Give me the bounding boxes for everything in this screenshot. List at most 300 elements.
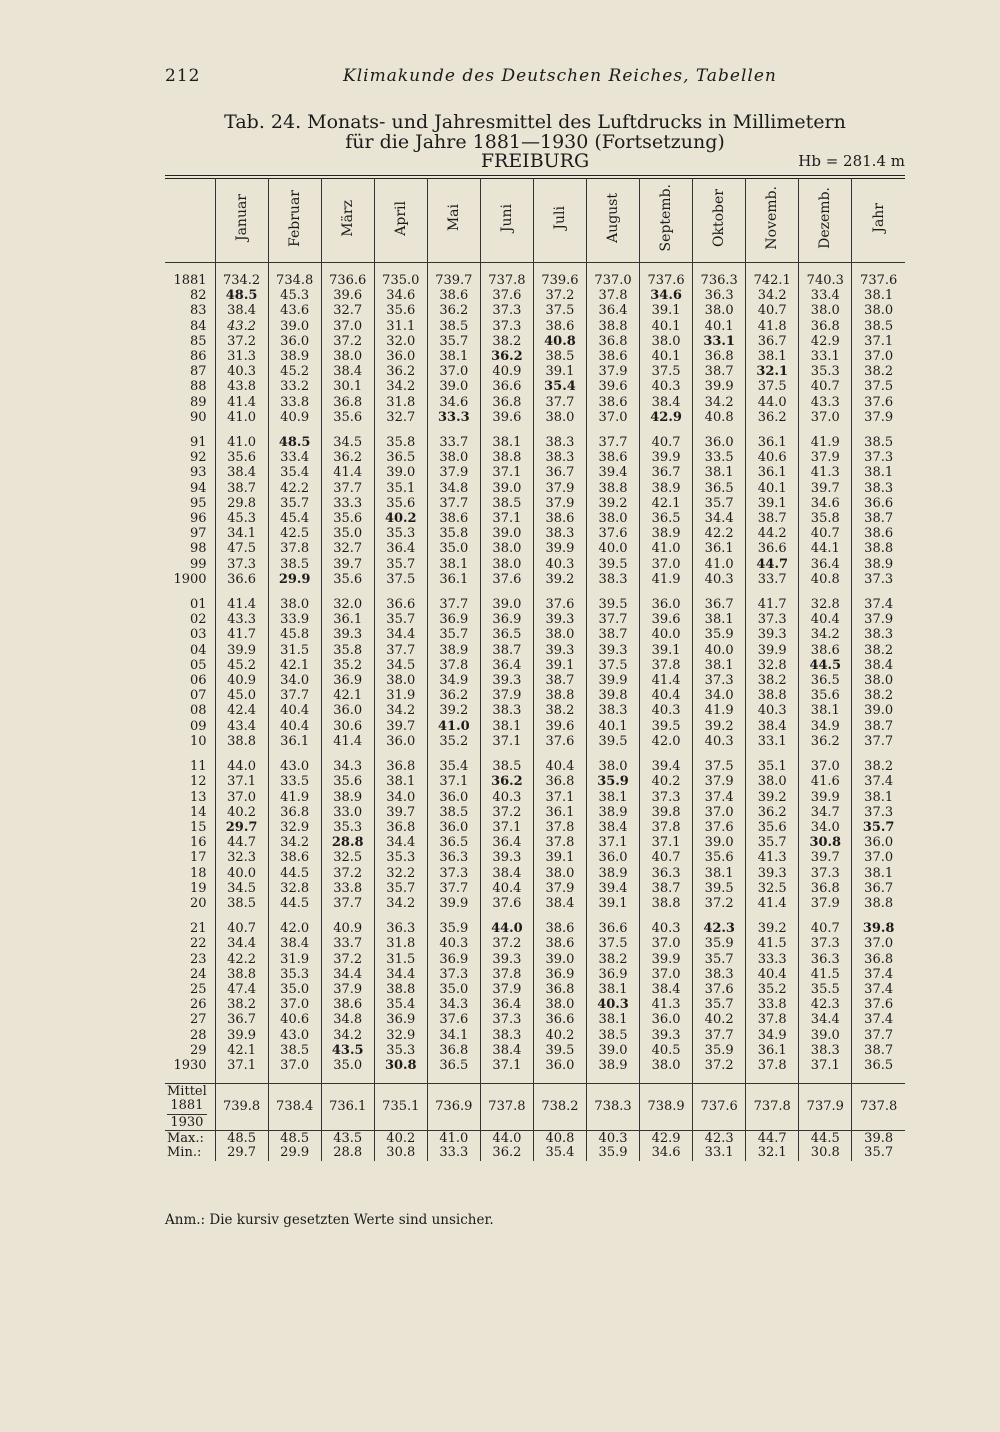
value-cell: 39.1 [533, 850, 586, 865]
value-cell: 37.7 [587, 612, 640, 627]
value-cell: 36.8 [321, 395, 374, 410]
value-cell: 37.0 [640, 557, 693, 572]
min-value: 35.9 [598, 1145, 628, 1161]
column-header-label: Januar [233, 194, 250, 242]
value-cell: 37.7 [321, 481, 374, 496]
spacer-cell [215, 749, 268, 759]
value-cell: 37.6 [533, 597, 586, 612]
value-cell: 40.1 [640, 349, 693, 364]
value-cell: 40.1 [693, 319, 746, 334]
value-cell: 45.3 [215, 511, 268, 526]
value-cell: 38.5 [215, 896, 268, 911]
value-cell: 40.8 [533, 334, 586, 349]
table-row [165, 673, 905, 688]
value-cell: 41.3 [640, 997, 693, 1012]
value-cell: 33.3 [321, 496, 374, 511]
mean-value-cell: 737.8 [852, 1084, 905, 1131]
value-cell: 38.6 [799, 643, 852, 658]
value-cell: 37.1 [215, 1058, 268, 1073]
value-cell: 39.7 [321, 557, 374, 572]
value-cell: 37.0 [268, 1058, 321, 1073]
value-cell: 36.3 [374, 921, 427, 936]
value-cell: 40.2 [215, 805, 268, 820]
value-cell: 38.5 [852, 319, 905, 334]
value-cell: 37.3 [799, 866, 852, 881]
value-cell: 34.2 [374, 896, 427, 911]
value-cell: 39.7 [799, 481, 852, 496]
value-cell: 36.9 [427, 612, 480, 627]
value-cell: 36.4 [799, 557, 852, 572]
value-cell: 38.1 [746, 349, 799, 364]
table-row [165, 688, 905, 703]
value-cell: 40.4 [746, 967, 799, 982]
value-cell: 32.5 [746, 881, 799, 896]
spacer-cell [268, 263, 321, 274]
table-row [165, 936, 905, 951]
value-cell: 36.1 [746, 435, 799, 450]
value-cell: 38.6 [427, 511, 480, 526]
year-cell: 09 [190, 718, 207, 734]
value-cell: 34.1 [215, 526, 268, 541]
value-cell: 45.8 [268, 627, 321, 642]
value-cell: 37.9 [321, 982, 374, 997]
mean-label-top: Mittel [167, 1083, 207, 1099]
value-cell: 38.7 [587, 627, 640, 642]
mean-value-cell: 738.9 [640, 1084, 693, 1131]
value-cell: 739.7 [427, 273, 480, 288]
value-cell: 37.4 [852, 982, 905, 997]
year-cell: 06 [190, 673, 207, 689]
value-cell: 44.7 [215, 835, 268, 850]
value-cell: 37.6 [693, 820, 746, 835]
value-cell: 38.8 [215, 734, 268, 749]
table-row [165, 734, 905, 749]
value-cell: 34.6 [799, 496, 852, 511]
value-cell: 39.3 [533, 643, 586, 658]
value-cell: 38.9 [587, 1058, 640, 1073]
min-value: 35.4 [545, 1145, 575, 1161]
spacer-cell [693, 1073, 746, 1084]
value-cell: 35.2 [321, 658, 374, 673]
year-cell: 90 [190, 409, 207, 425]
value-cell: 35.6 [746, 820, 799, 835]
max-min-label [165, 1131, 215, 1162]
value-cell: 742.1 [746, 273, 799, 288]
value-cell: 39.3 [480, 673, 533, 688]
value-cell: 34.9 [799, 719, 852, 734]
value-cell: 36.0 [268, 334, 321, 349]
value-cell: 35.7 [268, 496, 321, 511]
value-cell: 37.8 [746, 1058, 799, 1073]
table-row [165, 896, 905, 911]
year-cell: 19 [190, 880, 207, 896]
value-cell: 35.3 [374, 850, 427, 865]
value-cell: 37.5 [533, 303, 586, 318]
value-cell: 736.6 [321, 273, 374, 288]
value-cell: 41.9 [640, 572, 693, 587]
value-cell: 38.4 [746, 719, 799, 734]
value-cell: 45.3 [268, 288, 321, 303]
value-cell: 36.5 [480, 627, 533, 642]
value-cell: 37.2 [533, 288, 586, 303]
max-value: 40.2 [386, 1131, 416, 1147]
value-cell: 44.5 [799, 658, 852, 673]
value-cell: 42.3 [693, 921, 746, 936]
spacer-cell [374, 1073, 427, 1084]
value-cell: 37.1 [852, 334, 905, 349]
value-cell: 40.7 [746, 303, 799, 318]
value-cell: 37.0 [321, 319, 374, 334]
value-cell: 34.9 [427, 673, 480, 688]
value-cell: 40.2 [693, 1012, 746, 1027]
table-caption [165, 112, 905, 152]
value-cell: 38.0 [693, 303, 746, 318]
value-cell: 39.0 [693, 835, 746, 850]
column-header-label: August [605, 193, 622, 243]
value-cell: 37.6 [427, 1012, 480, 1027]
value-cell: 37.1 [587, 835, 640, 850]
value-cell: 35.4 [533, 379, 586, 394]
value-cell: 41.6 [799, 774, 852, 789]
value-cell: 34.0 [693, 688, 746, 703]
value-cell: 37.8 [533, 820, 586, 835]
value-cell: 37.9 [587, 364, 640, 379]
spacer-cell [852, 749, 905, 759]
spacer-cell [852, 1073, 905, 1084]
table-row [165, 1043, 905, 1058]
spacer-cell [215, 587, 268, 597]
value-cell: 37.7 [852, 1028, 905, 1043]
value-cell: 38.3 [693, 967, 746, 982]
value-cell: 39.2 [533, 572, 586, 587]
value-cell: 35.3 [321, 820, 374, 835]
value-cell: 34.8 [427, 481, 480, 496]
value-cell: 40.4 [268, 719, 321, 734]
mean-label-to: 1930 [167, 1114, 207, 1130]
value-cell: 39.2 [746, 921, 799, 936]
value-cell: 38.0 [799, 303, 852, 318]
year-cell: 87 [190, 364, 207, 380]
value-cell: 39.7 [799, 850, 852, 865]
value-cell: 37.9 [480, 688, 533, 703]
column-header-label: Juni [498, 203, 515, 233]
spacer-cell [587, 911, 640, 921]
value-cell: 42.0 [268, 921, 321, 936]
value-cell: 39.0 [480, 597, 533, 612]
value-cell: 35.0 [321, 1058, 374, 1073]
value-cell: 39.1 [587, 896, 640, 911]
value-cell: 38.1 [852, 790, 905, 805]
table-row [165, 410, 905, 425]
value-cell: 37.8 [587, 288, 640, 303]
value-cell: 38.9 [587, 866, 640, 881]
year-cell: 94 [190, 480, 207, 496]
table-row [165, 982, 905, 997]
value-cell: 37.6 [852, 997, 905, 1012]
year-cell: 89 [190, 394, 207, 410]
mean-value-cell: 738.4 [268, 1084, 321, 1131]
value-cell: 32.7 [321, 303, 374, 318]
value-cell: 40.3 [746, 703, 799, 718]
value-cell: 36.1 [693, 541, 746, 556]
value-cell: 33.1 [693, 334, 746, 349]
value-cell: 36.7 [746, 334, 799, 349]
value-cell: 38.7 [693, 364, 746, 379]
value-cell: 38.0 [533, 997, 586, 1012]
value-cell: 32.7 [321, 541, 374, 556]
value-cell: 42.1 [268, 658, 321, 673]
spacer-cell [640, 425, 693, 435]
spacer-cell [268, 1073, 321, 1084]
value-cell: 38.3 [587, 572, 640, 587]
value-cell: 36.5 [693, 481, 746, 496]
value-cell: 38.6 [587, 450, 640, 465]
year-cell: 1900 [173, 571, 207, 587]
max-value: 42.9 [651, 1131, 681, 1147]
value-cell: 38.5 [480, 496, 533, 511]
value-cell: 35.0 [427, 541, 480, 556]
min-value: 30.8 [810, 1145, 840, 1161]
spacer-cell [799, 1073, 852, 1084]
value-cell: 37.7 [374, 643, 427, 658]
value-cell: 34.7 [799, 805, 852, 820]
year-cell: 84 [190, 318, 207, 334]
value-cell: 33.5 [693, 450, 746, 465]
value-cell: 39.1 [640, 303, 693, 318]
value-cell: 36.0 [852, 835, 905, 850]
value-cell: 44.1 [799, 541, 852, 556]
value-cell: 36.4 [480, 658, 533, 673]
spacer-cell [215, 263, 268, 274]
max-min-cell [852, 1131, 905, 1162]
value-cell: 43.2 [215, 319, 268, 334]
value-cell: 39.9 [215, 643, 268, 658]
value-cell: 38.3 [480, 1028, 533, 1043]
value-cell: 36.2 [321, 450, 374, 465]
value-cell: 36.4 [587, 303, 640, 318]
value-cell: 44.0 [480, 921, 533, 936]
spacer-cell [587, 749, 640, 759]
value-cell: 39.0 [587, 1043, 640, 1058]
table-row [165, 334, 905, 349]
spacer-cell [852, 425, 905, 435]
value-cell: 38.1 [480, 719, 533, 734]
max-value: 40.3 [598, 1131, 628, 1147]
table-row [165, 997, 905, 1012]
max-min-cell [693, 1131, 746, 1162]
min-value: 29.7 [227, 1145, 257, 1161]
spacer-cell [693, 911, 746, 921]
column-header-label: März [339, 199, 356, 237]
value-cell: 37.3 [693, 673, 746, 688]
column-header-3 [374, 178, 427, 263]
value-cell: 39.3 [533, 612, 586, 627]
year-cell: 27 [190, 1012, 207, 1028]
column-header-8 [640, 178, 693, 263]
value-cell: 38.0 [852, 673, 905, 688]
value-cell: 38.4 [321, 364, 374, 379]
value-cell: 40.3 [693, 572, 746, 587]
table-row [165, 319, 905, 334]
value-cell: 38.0 [321, 349, 374, 364]
value-cell: 39.5 [587, 734, 640, 749]
year-cell: 01 [190, 597, 207, 613]
value-cell: 37.9 [533, 496, 586, 511]
table-row [165, 774, 905, 789]
value-cell: 40.5 [640, 1043, 693, 1058]
value-cell: 36.2 [799, 734, 852, 749]
value-cell: 34.5 [215, 881, 268, 896]
value-cell: 734.2 [215, 273, 268, 288]
value-cell: 36.5 [799, 673, 852, 688]
spacer-cell [799, 749, 852, 759]
value-cell: 37.6 [480, 288, 533, 303]
value-cell: 35.9 [587, 774, 640, 789]
year-cell: 88 [190, 379, 207, 395]
spacer-cell [374, 749, 427, 759]
value-cell: 41.0 [215, 410, 268, 425]
value-cell: 36.7 [852, 881, 905, 896]
value-cell: 39.3 [480, 952, 533, 967]
value-cell: 38.4 [480, 1043, 533, 1058]
value-cell: 42.4 [215, 703, 268, 718]
min-value: 35.7 [864, 1145, 894, 1161]
table-row [165, 541, 905, 556]
value-cell: 735.0 [374, 273, 427, 288]
value-cell: 34.5 [321, 435, 374, 450]
page-number: 212 [165, 66, 201, 86]
spacer-cell [587, 263, 640, 274]
min-value: 32.1 [757, 1145, 787, 1161]
value-cell: 38.6 [321, 997, 374, 1012]
value-cell: 36.2 [746, 805, 799, 820]
value-cell: 35.2 [427, 734, 480, 749]
value-cell: 31.5 [268, 643, 321, 658]
value-cell: 39.0 [427, 379, 480, 394]
table-row [165, 349, 905, 364]
value-cell: 35.7 [427, 334, 480, 349]
value-cell: 38.4 [640, 982, 693, 997]
value-cell: 35.7 [693, 496, 746, 511]
spacer-cell [480, 263, 533, 274]
year-cell: 1930 [173, 1057, 207, 1073]
year-cell: 10 [190, 733, 207, 749]
table-row [165, 572, 905, 587]
value-cell: 37.0 [799, 759, 852, 774]
caption-line-2: für die Jahre 1881—1930 (Fortsetzung) [345, 131, 725, 153]
value-cell: 38.4 [215, 465, 268, 480]
value-cell: 48.5 [215, 288, 268, 303]
spacer-cell [480, 425, 533, 435]
value-cell: 37.3 [427, 866, 480, 881]
table-row [165, 1058, 905, 1073]
value-cell: 36.0 [427, 820, 480, 835]
year-cell: 98 [190, 541, 207, 557]
value-cell: 38.0 [587, 759, 640, 774]
value-cell: 35.4 [268, 465, 321, 480]
value-cell: 37.0 [587, 410, 640, 425]
value-cell: 42.1 [321, 688, 374, 703]
value-cell: 37.2 [693, 1058, 746, 1073]
block-spacer [165, 911, 905, 921]
value-cell: 37.1 [799, 1058, 852, 1073]
caption-line-1: Tab. 24. Monats- und Jahresmittel des Luftdrucks in Millimetern [224, 111, 846, 133]
value-cell: 37.4 [852, 1012, 905, 1027]
value-cell: 40.3 [533, 557, 586, 572]
value-cell: 35.9 [427, 921, 480, 936]
value-cell: 39.8 [587, 688, 640, 703]
value-cell: 37.0 [852, 349, 905, 364]
max-min-cell [321, 1131, 374, 1162]
mean-value-cell: 737.6 [693, 1084, 746, 1131]
value-cell: 30.6 [321, 719, 374, 734]
station-row [165, 150, 905, 174]
spacer-cell [640, 263, 693, 274]
value-cell: 38.5 [268, 557, 321, 572]
value-cell: 34.5 [374, 658, 427, 673]
year-cell: 1881 [173, 273, 207, 288]
value-cell: 38.3 [533, 450, 586, 465]
value-cell: 36.4 [480, 835, 533, 850]
max-value: 43.5 [333, 1131, 363, 1147]
value-cell: 40.3 [215, 364, 268, 379]
value-cell: 37.3 [480, 303, 533, 318]
value-cell: 37.1 [427, 774, 480, 789]
value-cell: 36.6 [215, 572, 268, 587]
value-cell: 36.7 [693, 597, 746, 612]
value-cell: 40.0 [587, 541, 640, 556]
spacer-cell [321, 911, 374, 921]
max-min-cell [427, 1131, 480, 1162]
mean-value-cell: 736.1 [321, 1084, 374, 1131]
year-cell: 93 [190, 465, 207, 481]
table-row [165, 805, 905, 820]
table-row [165, 820, 905, 835]
table-row [165, 1028, 905, 1043]
value-cell: 37.0 [852, 936, 905, 951]
value-cell: 41.4 [746, 896, 799, 911]
value-cell: 737.6 [852, 273, 905, 288]
spacer-cell [374, 911, 427, 921]
value-cell: 42.9 [799, 334, 852, 349]
value-cell: 34.4 [374, 627, 427, 642]
value-cell: 36.6 [587, 921, 640, 936]
max-value: 44.7 [757, 1131, 787, 1147]
value-cell: 45.2 [215, 658, 268, 673]
year-cell: 23 [190, 951, 207, 967]
spacer-cell [427, 425, 480, 435]
value-cell: 39.0 [374, 465, 427, 480]
value-cell: 36.8 [693, 349, 746, 364]
pressure-table-container [165, 178, 905, 1161]
value-cell: 44.7 [746, 557, 799, 572]
value-cell: 39.9 [533, 541, 586, 556]
value-cell: 36.9 [427, 952, 480, 967]
value-cell: 37.8 [746, 1012, 799, 1027]
table-row [165, 526, 905, 541]
value-cell: 38.2 [480, 334, 533, 349]
value-cell: 39.3 [480, 850, 533, 865]
value-cell: 38.0 [480, 557, 533, 572]
value-cell: 37.9 [693, 774, 746, 789]
value-cell: 37.6 [693, 982, 746, 997]
value-cell: 737.0 [587, 273, 640, 288]
value-cell: 734.8 [268, 273, 321, 288]
year-cell: 07 [190, 688, 207, 704]
value-cell: 38.0 [640, 1058, 693, 1073]
value-cell: 35.6 [321, 410, 374, 425]
value-cell: 44.0 [746, 395, 799, 410]
